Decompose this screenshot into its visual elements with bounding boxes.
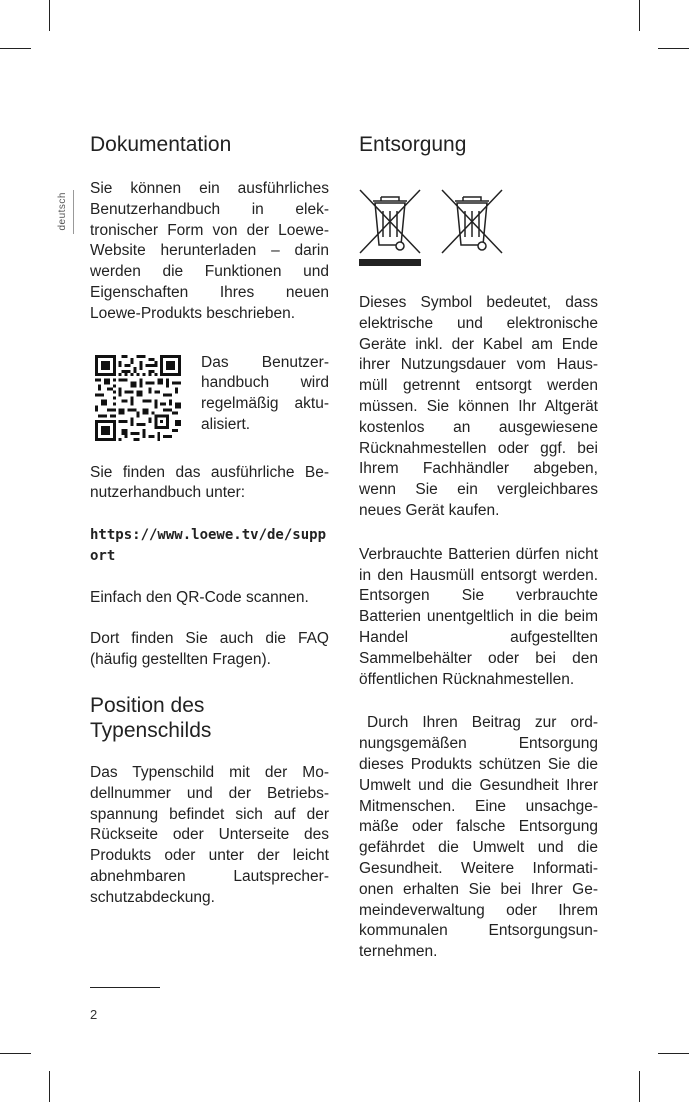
rating-plate-paragraph: Das Typenschild mit der Modellnummer und der Betriebsspannung befindet sich auf der Rückseite oder Unterseite des Produkts oder unter der leicht abnehmbaren Lautsprecherschutzabdeckung.: [90, 763, 329, 906]
qr-code-icon[interactable]: [95, 355, 181, 441]
crop-mark: [0, 48, 31, 49]
disposal-heading: Entsorgung: [359, 133, 467, 156]
disposal-symbols: [359, 189, 598, 267]
left-column: [90, 132, 329, 909]
rating-plate-heading: Position des Typenschilds: [90, 693, 212, 742]
crop-mark: [639, 1071, 640, 1102]
documentation-paragraph: Sie können ein ausführliches Benutzerhandbuch in elektronischer Form von der Loewe-Website herunterladen – darin werden die Funktionen und Eigenschaften Ihres neuen Loewe-Produkts beschrieben.: [90, 180, 329, 322]
crossed-bin-icon: [441, 189, 503, 267]
scan-qr-text: Einfach den QR-Code scannen.: [90, 588, 309, 606]
footer-rule: [90, 987, 160, 988]
contribution-paragraph: Durch Ihren Beitrag zur ordnungsgemäßen Entsorgung dieses Produkts schützen Sie die Umwelt und die Gesundheit Ihrer Mitmenschen. Eine unsachgemäße oder falsche Entsorgung gefährdet die Umwelt und die Gesundheit. Weitere Informationen erhalten Sie bei Ihrer Gemeindeverwaltung oder Ihrem kommunalen Entsorgungsunternehmen.: [359, 714, 598, 961]
find-manual-text: Sie finden das ausführliche Benutzerhandbuch unter:: [90, 463, 329, 502]
crop-mark: [658, 1053, 689, 1054]
qr-caption: Das Benutzerhandbuch wird regelmäßig aktualisiert.: [201, 353, 329, 433]
crop-mark: [639, 0, 640, 31]
crop-mark: [49, 1071, 50, 1102]
support-url-link[interactable]: https://www.loewe.tv/de/support: [90, 526, 327, 564]
crop-mark: [0, 1053, 31, 1054]
qr-block: [90, 353, 329, 441]
faq-text: Dort finden Sie auch die FAQ (häufig gestellten Fragen).: [90, 630, 329, 669]
right-column: [359, 132, 598, 963]
language-tab: deutsch: [57, 192, 68, 231]
crop-mark: [658, 48, 689, 49]
battery-paragraph: Verbrauchte Batterien dürfen nicht in den Hausmüll entsorgt werden. Entsorgen Sie verbrauchte Batterien unentgeltlich in die beim Handel aufgestellten Sammelbehälter oder bei den öffentlichen Rücknahmestellen.: [359, 545, 598, 688]
documentation-heading: Dokumentation: [90, 133, 232, 156]
crop-mark: [49, 0, 50, 31]
language-tab-rule: [73, 190, 74, 234]
weee-paragraph: Dieses Symbol bedeutet, dass elektrische und elektronische Geräte inkl. der Kabel am Ende ihrer Nutzungsdauer vom Hausmüll getrennt entsorgt werden müssen. Sie können Ihr Altgerät kostenlos an ausgewiesene Rücknahmestellen oder ggf. bei Ihrem Fachhändler abgeben, wenn Sie ein vergleichbares neues Gerät kaufen.: [359, 294, 598, 519]
page-number: 2: [90, 1007, 98, 1022]
crossed-bin-bar-icon: [359, 189, 421, 267]
